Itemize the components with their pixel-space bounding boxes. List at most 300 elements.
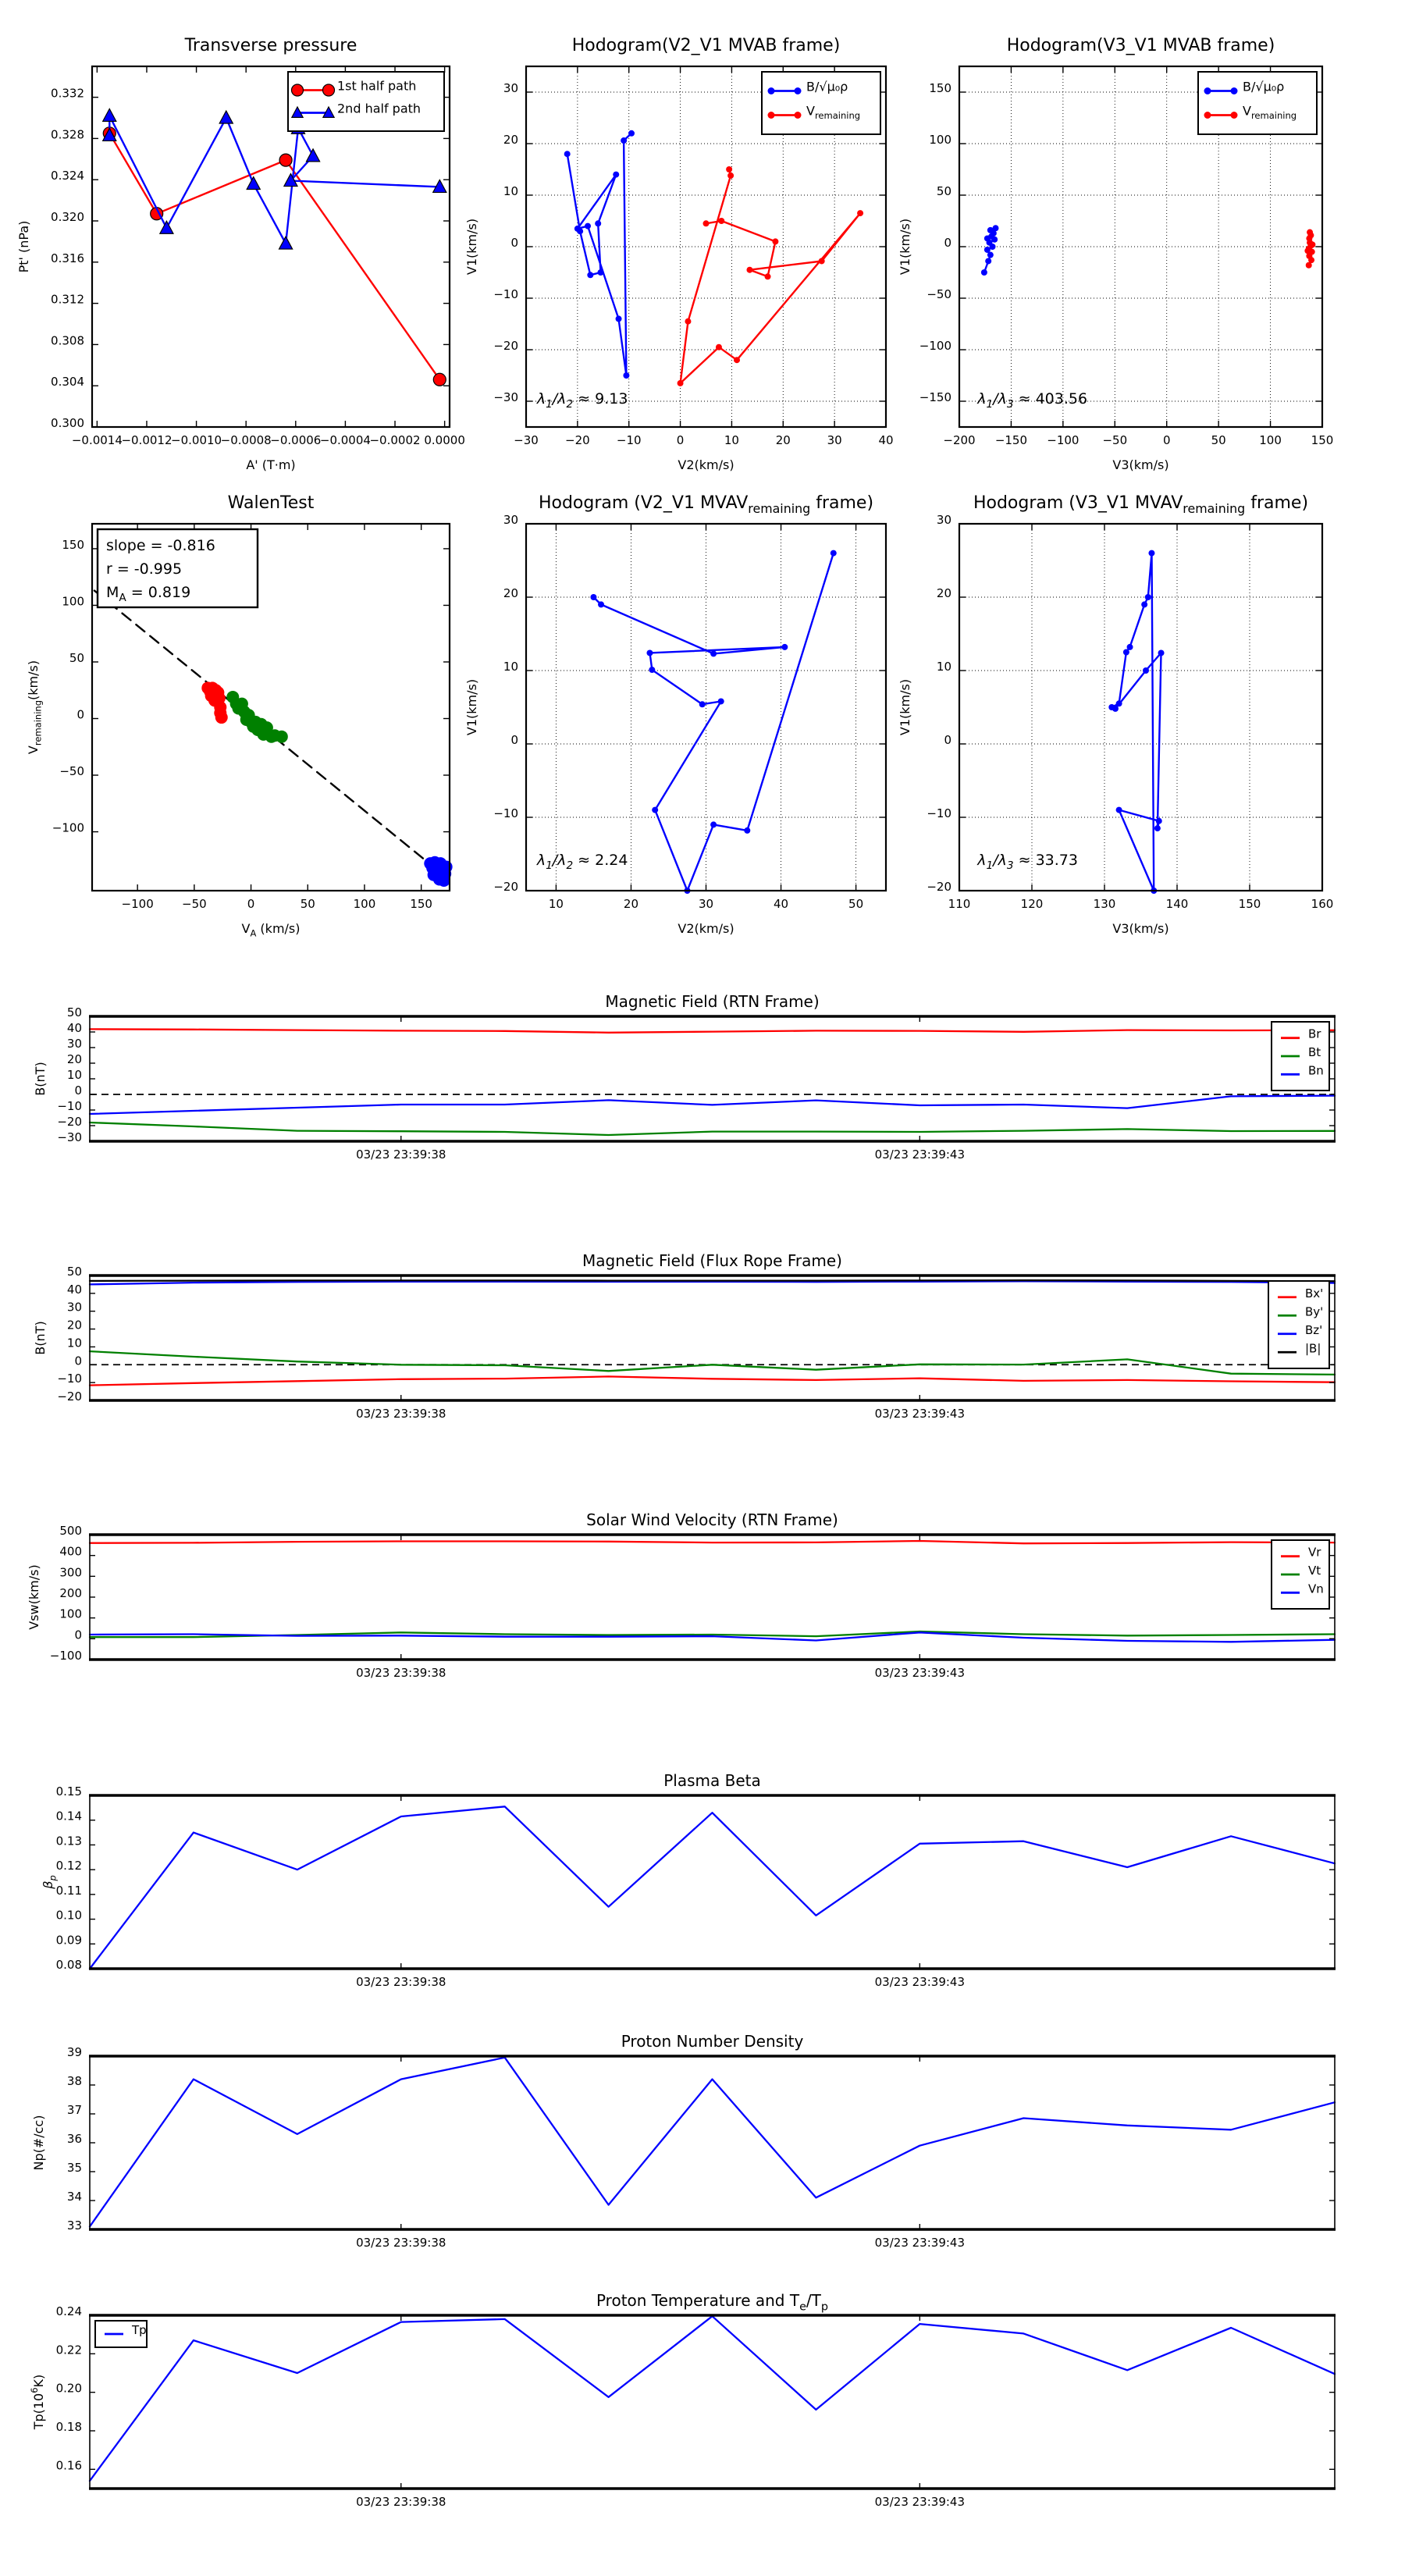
y-tick-label [503, 184, 518, 198]
text-run: 150 [929, 81, 951, 95]
text-run: = 0.819 [126, 584, 191, 601]
panel-proton-temperature [29, 2291, 1336, 2509]
text-run: V [806, 103, 815, 119]
text-run: 50 [936, 184, 951, 198]
series-B-hodogram-marker [585, 223, 591, 229]
y-tick-label [67, 1300, 82, 1315]
text-run: 403.56 [1035, 390, 1088, 407]
y-tick-label [56, 1784, 82, 1799]
series-B-hodogram-marker [984, 235, 991, 241]
panel-title [184, 36, 357, 55]
text-run: V3(km/s) [1112, 921, 1169, 936]
text-run: 10 [503, 660, 518, 674]
y-tick-label [59, 1545, 82, 1559]
legend-label [1308, 1546, 1321, 1560]
plot-spine [90, 1795, 1335, 1969]
x-axis-label [1112, 457, 1168, 472]
series-V-remaining-hodogram-marker [703, 220, 710, 226]
text-run: ≈ [573, 852, 596, 870]
text-run: λ [536, 390, 546, 407]
text-run: Hodogram (V3_V1 MVAV [973, 493, 1183, 513]
series-Np-line [90, 2058, 1335, 2227]
series-V-remaining-hodogram-marker [1309, 241, 1315, 247]
x-tick-label [1259, 433, 1282, 447]
series-B-hodogram-marker [621, 137, 627, 144]
y-tick-label [56, 1834, 82, 1848]
x-tick-label [827, 433, 842, 447]
text-run: B/√μ₀ρ [806, 79, 848, 94]
text-run: 150 [410, 897, 432, 911]
series-2nd half path-marker [160, 221, 173, 233]
text-run: V2(km/s) [678, 921, 735, 936]
text-run: frame) [810, 493, 874, 513]
text-run: WalenTest [227, 493, 315, 513]
y-tick-label [51, 293, 84, 307]
y-tick-label [59, 1586, 82, 1600]
text-run: A [250, 927, 257, 939]
text-run: V [26, 745, 41, 755]
series-B-hodogram-marker [616, 315, 622, 322]
legend-marker [1204, 112, 1211, 119]
series-V-remaining-hodogram-marker [678, 380, 684, 386]
y-tick-label [56, 2420, 82, 2434]
y-tick-label [51, 169, 84, 183]
series-V-hodogram-line [593, 553, 833, 891]
text-run: B/√μ₀ρ [1243, 79, 1285, 94]
legend-label [1308, 1063, 1324, 1077]
text-run: 2.24 [595, 852, 628, 870]
series-Bn-line [90, 1096, 1335, 1114]
x-tick-label [677, 433, 685, 447]
series-B-hodogram-marker [587, 272, 593, 278]
text-run: 33 [66, 2218, 82, 2233]
text-run: B(nT) [33, 1321, 48, 1355]
x-tick-label [72, 433, 123, 447]
x-tick-label [699, 897, 713, 911]
text-run: 03/23 23:39:43 [874, 1147, 966, 1162]
x-tick-label [356, 1666, 446, 1680]
x-tick-label [948, 897, 971, 911]
text-run: 0 [510, 236, 518, 250]
text-run: V3(km/s) [1112, 457, 1169, 472]
x-tick-label [875, 1407, 965, 1421]
text-run: Proton Number Density [621, 2032, 804, 2051]
y-tick-label [59, 1607, 82, 1621]
series-V-remaining-hodogram-marker [1307, 229, 1313, 236]
legend-label [1305, 1304, 1323, 1318]
text-run: −100 [52, 820, 84, 835]
text-run: Br [1308, 1026, 1321, 1041]
y-tick-label [56, 1909, 82, 1923]
text-run: −0.0008 [220, 433, 272, 447]
text-run: 2nd half path [337, 101, 422, 116]
series-Bz'-line [90, 1281, 1335, 1284]
legend-marker [1231, 112, 1238, 119]
text-run: 110 [948, 897, 971, 911]
legend [1198, 72, 1317, 134]
text-run: 300 [59, 1565, 82, 1580]
legend-marker [768, 87, 775, 94]
text-run: 0.16 [55, 2458, 82, 2473]
y-tick-label [503, 513, 518, 527]
series-B-hodogram-marker [984, 247, 991, 253]
text-run: −0.0014 [71, 433, 123, 447]
text-run: 10 [66, 1068, 82, 1082]
text-run: 40 [878, 433, 894, 447]
y-tick-label [927, 806, 951, 820]
text-run: 1 [986, 859, 994, 873]
text-run: −200 [943, 433, 976, 447]
text-run: V1(km/s) [898, 218, 912, 276]
text-run: 0.22 [55, 2343, 82, 2357]
series-B-hodogram-marker [574, 226, 581, 232]
legend [95, 2321, 147, 2347]
text-run: 10 [724, 433, 739, 447]
panel-hodogram-v2v1-mvab [464, 36, 894, 472]
series-V-hodogram-marker [1141, 601, 1147, 607]
x-tick-label [247, 897, 255, 911]
legend-label [1305, 1341, 1321, 1355]
text-run: 20 [775, 433, 791, 447]
legend-marker [323, 84, 335, 96]
panel-transverse-pressure [16, 36, 465, 472]
series-V-remaining-hodogram-marker [685, 318, 691, 325]
y-tick-label [56, 2382, 82, 2396]
y-tick-label [57, 1389, 82, 1404]
x-axis-label [678, 921, 734, 936]
legend-label [1308, 1564, 1321, 1578]
series-V-hodogram-marker [1143, 667, 1149, 674]
text-run: 0.332 [51, 86, 84, 101]
y-tick-label [493, 339, 518, 353]
text-run: 0 [944, 236, 951, 250]
lambda-annotation [976, 390, 1087, 411]
legend-marker [795, 112, 802, 119]
text-run: −100 [49, 1649, 82, 1663]
lambda-annotation [976, 852, 1078, 872]
text-run: 1 [986, 398, 994, 411]
y-axis-label [33, 1062, 48, 1095]
text-run: 30 [698, 897, 714, 911]
text-run: 35 [66, 2161, 82, 2175]
legend-label [1305, 1286, 1323, 1300]
series-V-remaining-hodogram-marker [765, 273, 771, 279]
text-run: 0.320 [51, 210, 84, 224]
text-run: −10 [493, 806, 518, 820]
text-run: 10 [503, 184, 518, 198]
text-run: 0 [944, 733, 951, 747]
series-V-hodogram-marker [1145, 594, 1151, 600]
series-V-remaining-hodogram-marker [1304, 247, 1311, 254]
y-tick-label [67, 1068, 82, 1082]
series-V-hodogram-marker [831, 550, 837, 557]
text-run: V1(km/s) [464, 678, 479, 736]
text-run: 100 [929, 133, 951, 147]
y-axis-label [27, 1564, 41, 1629]
text-run: λ [536, 852, 546, 870]
x-axis-label [242, 921, 301, 938]
y-tick-label [59, 1524, 82, 1538]
panel-title [1007, 36, 1275, 55]
text-run: 0 [1162, 433, 1171, 447]
text-run: −150 [994, 433, 1028, 447]
text-run: 140 [1165, 897, 1189, 911]
x-tick-label [171, 433, 222, 447]
text-run: Proton Temperature and T [596, 2291, 800, 2310]
series-V-hodogram-marker [744, 827, 750, 834]
series-V-hodogram-marker [781, 644, 788, 650]
x-tick-label [1047, 433, 1079, 447]
plot-spine [959, 524, 1322, 891]
text-run: −20 [927, 880, 951, 894]
text-run: remaining [814, 109, 861, 121]
y-axis-label [898, 219, 912, 275]
text-run: 10 [548, 897, 564, 911]
text-run: 40 [66, 1282, 82, 1297]
text-run: 0 [74, 1628, 82, 1642]
lambda-annotation [536, 390, 628, 411]
series-V-hodogram-line [1112, 553, 1161, 891]
text-run: 150 [1311, 433, 1334, 447]
panel-title [572, 36, 841, 55]
y-tick-label [62, 538, 84, 552]
y-tick-label [937, 513, 951, 527]
text-run: 20 [503, 133, 518, 147]
text-run: (km/s) [26, 660, 41, 700]
panel-plasma-beta [41, 1771, 1336, 1989]
text-run: 50 [66, 1005, 82, 1019]
y-tick-label [74, 1354, 82, 1368]
stats-box [98, 529, 258, 607]
y-tick-label [67, 2161, 82, 2175]
text-run: 0.09 [55, 1933, 82, 1948]
text-run: Tp(10 [31, 2393, 46, 2430]
x-tick-label [121, 433, 172, 447]
y-tick-label [57, 1099, 82, 1113]
y-tick-label [62, 594, 84, 608]
stat-line [106, 560, 182, 578]
text-run: −150 [919, 390, 951, 404]
y-tick-label [74, 1083, 82, 1098]
text-run: 1st half path [337, 78, 417, 94]
x-tick-label [1311, 897, 1334, 911]
y-tick-label [929, 133, 951, 147]
text-run: λ [977, 390, 987, 407]
text-run: remaining [1250, 109, 1297, 121]
panel-title [228, 493, 315, 513]
x-tick-label [356, 2236, 446, 2250]
text-run: A' (T·m) [246, 457, 296, 472]
x-tick-label [122, 897, 154, 911]
y-tick-label [937, 586, 951, 600]
series-V-remaining-hodogram-marker [718, 218, 724, 224]
panel-title [621, 2032, 804, 2051]
text-run: 20 [936, 586, 951, 600]
panel-magnetic-field-rtn [33, 992, 1336, 1162]
text-run: 1 [546, 398, 553, 411]
text-run: 03/23 23:39:38 [356, 1407, 446, 1421]
series-V-hodogram-marker [710, 821, 717, 827]
y-axis-label [464, 219, 479, 275]
text-run: 39 [66, 2045, 82, 2059]
y-tick-label [51, 87, 84, 101]
text-run: 30 [66, 1037, 82, 1051]
text-run: 03/23 23:39:43 [874, 2495, 966, 2509]
x-tick-label [182, 897, 207, 911]
x-tick-label [875, 2236, 965, 2250]
text-run: M [106, 584, 119, 601]
legend-label [806, 80, 848, 94]
text-run: 0 [676, 433, 685, 447]
text-run: Hodogram(V2_V1 MVAB frame) [571, 36, 841, 55]
x-tick-label [878, 433, 893, 447]
text-run: 03/23 23:39:38 [356, 1147, 446, 1162]
text-run: λ [977, 852, 987, 870]
text-run: r = -0.995 [106, 560, 183, 578]
legend-marker [1204, 87, 1211, 94]
text-run: V2(km/s) [678, 457, 735, 472]
y-tick-label [67, 2218, 82, 2233]
text-run: Vn [1308, 1582, 1324, 1596]
text-run: Magnetic Field (Flux Rope Frame) [582, 1251, 842, 1270]
text-run: 0.300 [51, 416, 84, 430]
text-run: 0 [76, 707, 84, 722]
legend [1272, 1540, 1329, 1609]
series-Vr-line [90, 1541, 1335, 1543]
legend [762, 72, 880, 134]
text-run: /λ [993, 852, 1007, 870]
text-run: 38 [66, 2074, 82, 2088]
x-tick-label [221, 433, 272, 447]
x-tick-label [1163, 433, 1171, 447]
text-run: Np(#/cc) [31, 2115, 46, 2171]
y-axis-label [898, 679, 912, 735]
legend-marker [768, 112, 775, 119]
series-V-hodogram-marker [1116, 700, 1122, 706]
series-V-remaining-hodogram-marker [727, 173, 734, 179]
y-tick-label [510, 236, 518, 250]
y-tick-label [919, 339, 951, 353]
series-|B|-line [90, 1280, 1335, 1281]
text-run: /λ [552, 852, 567, 870]
y-tick-label [503, 586, 518, 600]
text-run: 50 [69, 650, 84, 665]
text-run: p [820, 2300, 829, 2314]
series-2nd half path-line [109, 116, 439, 244]
series-V-hodogram-marker [590, 594, 596, 600]
text-run: −50 [927, 287, 951, 301]
text-run: Solar Wind Velocity (RTN Frame) [586, 1510, 838, 1529]
text-run: 0.316 [51, 251, 84, 265]
series-V-hodogram-marker [1158, 649, 1165, 656]
text-run: ≈ [573, 390, 596, 407]
x-tick-label [875, 1666, 965, 1680]
text-run: 0.18 [55, 2420, 82, 2434]
text-run: 0.304 [51, 375, 84, 390]
y-tick-label [944, 236, 951, 250]
legend-label [1308, 1582, 1324, 1596]
y-tick-label [76, 708, 84, 722]
series-V-hodogram-marker [699, 701, 706, 707]
series-V-hodogram-marker [1154, 825, 1161, 831]
legend [1268, 1281, 1329, 1368]
text-run: −100 [121, 897, 154, 911]
text-run: V1(km/s) [464, 218, 479, 276]
y-tick-label [59, 1565, 82, 1579]
series-V-hodogram-marker [1116, 807, 1122, 813]
text-run: 0.324 [51, 169, 84, 183]
text-run: Hodogram(V3_V1 MVAB frame) [1006, 36, 1275, 55]
series-Tp-line [90, 2316, 1335, 2481]
text-run: ≈ [1013, 852, 1036, 870]
series-V-hodogram-marker [710, 650, 717, 656]
y-tick-label [944, 733, 951, 747]
y-tick-label [67, 1265, 82, 1279]
text-run: 20 [623, 897, 639, 911]
y-tick-label [493, 806, 518, 820]
panel-solar-wind-velocity-rtn [27, 1510, 1336, 1680]
series-V-hodogram-marker [598, 601, 604, 607]
y-tick-label [503, 133, 518, 147]
panel-hodogram-v3v1-mvav [898, 493, 1333, 936]
stat-line [106, 537, 215, 554]
series-B-hodogram-marker [595, 220, 601, 226]
text-run: 40 [773, 897, 789, 911]
plot-spine [90, 2315, 1335, 2489]
text-run: Magnetic Field (RTN Frame) [605, 992, 820, 1011]
text-run: 03/23 23:39:38 [356, 1666, 446, 1680]
text-run: /λ [993, 390, 1007, 407]
lambda-annotation [536, 852, 628, 872]
text-run: −30 [493, 390, 518, 404]
text-run: 100 [353, 897, 376, 911]
x-tick-label [875, 1975, 965, 1989]
text-run: −20 [57, 1389, 82, 1404]
y-tick-label [56, 1809, 82, 1823]
text-run: 20 [503, 586, 518, 600]
text-run: 0.0000 [424, 433, 465, 447]
text-run: −50 [59, 764, 84, 779]
text-run: −10 [57, 1099, 82, 1113]
text-run: /T [806, 2291, 821, 2310]
text-run: 03/23 23:39:43 [874, 1407, 966, 1421]
y-tick-label [56, 2458, 82, 2472]
text-run: 03/23 23:39:43 [874, 1975, 966, 1989]
y-tick-label [67, 1021, 82, 1035]
text-run: K) [31, 2374, 46, 2388]
text-run: B(nT) [33, 1062, 48, 1096]
legend-label [337, 79, 416, 94]
plot-spine [526, 524, 886, 891]
x-tick-label [356, 1975, 446, 1989]
series-V-hodogram-marker [1127, 644, 1133, 650]
text-run: 20 [66, 1318, 82, 1332]
text-run: −20 [565, 433, 590, 447]
text-run: Transverse pressure [184, 36, 357, 55]
x-tick-label [514, 433, 539, 447]
x-tick-label [774, 897, 788, 911]
text-run: −100 [919, 339, 951, 353]
text-run: 6 [28, 2387, 40, 2393]
y-tick-label [929, 81, 951, 95]
x-tick-label [424, 433, 465, 447]
text-run: 50 [66, 1265, 82, 1279]
text-run: 03/23 23:39:38 [356, 1975, 446, 1989]
x-tick-label [624, 897, 638, 911]
text-run: 50 [1211, 433, 1226, 447]
text-run: 150 [62, 537, 84, 552]
text-run: 0 [74, 1083, 82, 1098]
